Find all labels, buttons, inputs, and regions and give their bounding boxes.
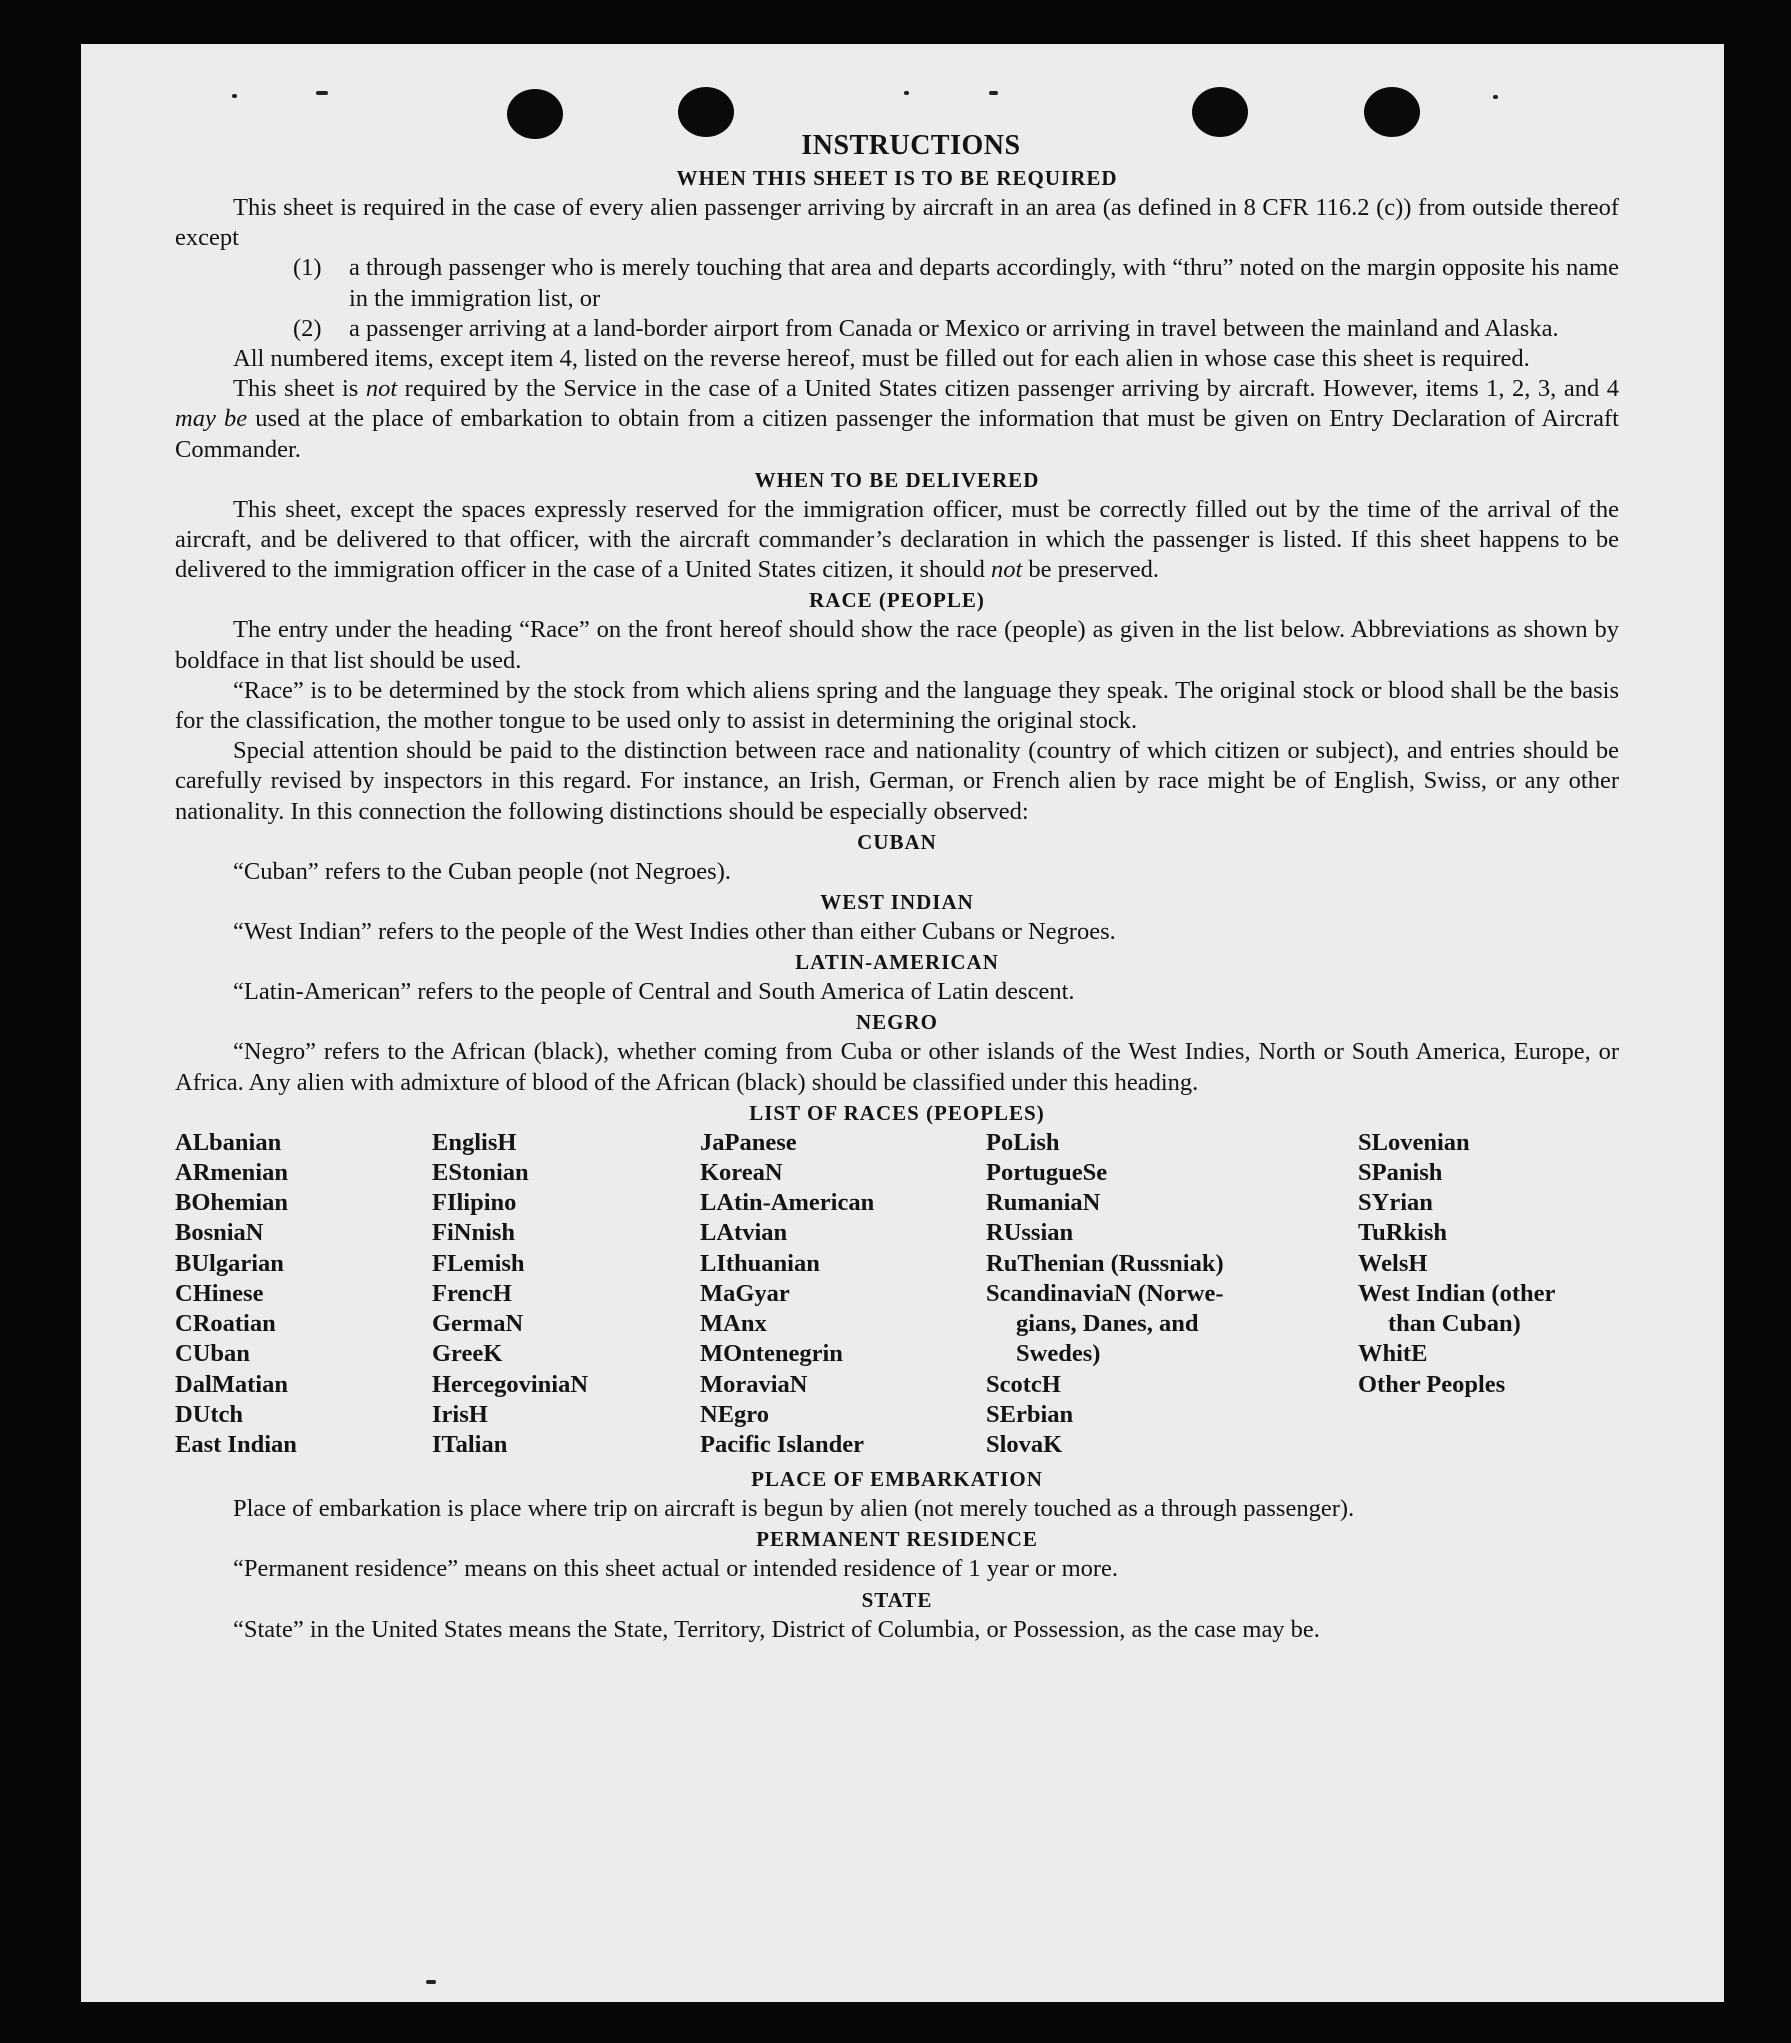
paragraph: Place of embarkation is place where trip on aircraft is begun by alien (not merely touched as a through passenger). (233, 1495, 1355, 1523)
exception-item: (1) a through passenger who is merely touching that area and departs accordingly, with “thru” noted on the margin opposite his name in the immigration list, or (293, 254, 1619, 312)
page-title: INSTRUCTIONS (801, 130, 1021, 161)
race-entry: FIlipino (432, 1189, 517, 1217)
race-column-2 (432, 1128, 700, 1460)
race-entry-continued: gians, Danes, and (1016, 1310, 1199, 1338)
race-entry: ScandinaviaN (Norwe- (986, 1279, 1224, 1307)
race-column-3 (700, 1128, 986, 1460)
speck (1493, 95, 1498, 99)
race-entry: ScotcH (986, 1370, 1061, 1398)
race-entry-continued: Swedes) (1016, 1340, 1101, 1368)
race-entry: ALbanian (175, 1128, 282, 1156)
paragraph: “Cuban” refers to the Cuban people (not Negroes). (233, 857, 731, 885)
race-entry: FiNnish (432, 1219, 516, 1247)
race-entry: DUtch (175, 1400, 244, 1428)
race-column-4 (986, 1128, 1358, 1460)
race-entry: CUban (175, 1340, 250, 1368)
race-entry: BUlgarian (175, 1249, 284, 1277)
speck (232, 94, 237, 98)
race-entry: BOhemian (175, 1189, 288, 1217)
heading-race: RACE (PEOPLE) (809, 588, 985, 613)
race-entry: SLovenian (1358, 1128, 1470, 1156)
exception-item: (2) a passenger arriving at a land-border airport from Canada or Mexico or arriving in travel between the mainland and Alaska. (293, 314, 1559, 342)
race-column-1 (175, 1128, 432, 1460)
race-entry: West Indian (other (1358, 1279, 1556, 1307)
heading-place-of-embarkation: PLACE OF EMBARKATION (751, 1467, 1043, 1492)
race-entry: LIthuanian (700, 1249, 820, 1277)
heading-state: STATE (861, 1587, 933, 1612)
race-entry: CRoatian (175, 1310, 276, 1338)
heading-west-indian: WEST INDIAN (820, 890, 974, 915)
race-entry: KoreaN (700, 1159, 783, 1187)
race-entry: IrisH (432, 1400, 488, 1428)
heading-when-delivered: WHEN TO BE DELIVERED (754, 467, 1040, 492)
race-entry: RUssian (986, 1219, 1074, 1247)
instruction-sheet (81, 44, 1724, 2002)
paragraph: “State” in the United States means the State, Territory, District of Columbia, or Possession, as the case may be. (233, 1615, 1320, 1643)
paragraph: This sheet is required in the case of every alien passenger arriving by aircraft in an area (as defined in 8 CFR 116.2 (c)) from outside thereof except (175, 194, 1619, 252)
speck (989, 91, 998, 95)
race-entry: NEgro (700, 1400, 769, 1428)
race-entry: DalMatian (175, 1370, 288, 1398)
race-entry: TuRkish (1358, 1219, 1448, 1247)
race-entry: GreeK (432, 1340, 503, 1368)
paragraph: “West Indian” refers to the people of the West Indies other than either Cubans or Negroes. (233, 918, 1116, 946)
race-entry: SlovaK (986, 1430, 1063, 1458)
race-entry: LAtvian (700, 1219, 788, 1247)
speck (426, 1980, 436, 1984)
paragraph: The entry under the heading “Race” on the front hereof should show the race (people) as given in the list below. Abbreviations as shown by boldface in that list should be used. (175, 616, 1619, 674)
race-entry: MaGyar (700, 1279, 790, 1307)
race-entry: JaPanese (700, 1128, 797, 1156)
heading-when-required: WHEN THIS SHEET IS TO BE REQUIRED (676, 166, 1118, 190)
race-entry: Pacific Islander (700, 1430, 864, 1458)
race-entry: East Indian (175, 1430, 297, 1458)
race-entry: EStonian (432, 1159, 529, 1187)
race-entry: SYrian (1358, 1189, 1433, 1217)
paragraph: “Latin-American” refers to the people of Central and South America of Latin descent. (233, 978, 1075, 1006)
race-entry: WelsH (1358, 1249, 1428, 1277)
paragraph: “Race” is to be determined by the stock from which aliens spring and the language they speak. The original stock or blood shall be the basis for the classification, the mother tongue to be used only to assist in determining the original stock. (175, 676, 1619, 735)
race-entry: SPanish (1358, 1159, 1443, 1187)
race-entry-continued: than Cuban) (1388, 1310, 1521, 1338)
heading-latin-american: LATIN-AMERICAN (795, 950, 999, 975)
race-entry: RuThenian (Russniak) (986, 1249, 1224, 1277)
race-entry: HercegoviniaN (432, 1370, 589, 1398)
instructions-body (175, 129, 1619, 1645)
heading-permanent-residence: PERMANENT RESIDENCE (756, 1527, 1038, 1552)
paragraph: “Permanent residence” means on this sheet actual or intended residence of 1 year or more. (233, 1555, 1119, 1583)
race-entry: SErbian (986, 1400, 1074, 1428)
race-entry: PoLish (986, 1128, 1060, 1156)
heading-cuban: CUBAN (857, 829, 937, 854)
race-entry: Other Peoples (1358, 1370, 1506, 1398)
race-entry: MoraviaN (700, 1370, 808, 1398)
race-entry: LAtin-American (700, 1189, 875, 1217)
race-entry: PortugueSe (986, 1159, 1108, 1187)
race-entry: CHinese (175, 1279, 264, 1307)
paragraph: This sheet, except the spaces expressly reserved for the immigration officer, must be correctly filled out by the time of the arrival of the aircraft, and be delivered to that officer, with the aircraft commander’s declaration in which the passenger is listed. If this sheet happens to be delivered to the immigration officer in the case of a United States citizen, it should not be preserved. (175, 495, 1619, 584)
speck (316, 91, 328, 95)
paragraph: “Negro” refers to the African (black), whether coming from Cuba or other islands of the West Indies, North or South America, Europe, or Africa. Any alien with admixture of blood of the African (black) should be classified under this heading. (175, 1038, 1619, 1096)
race-entry: ITalian (432, 1430, 508, 1458)
heading-negro: NEGRO (855, 1010, 938, 1035)
race-entry: BosniaN (175, 1219, 264, 1247)
paragraph: This sheet is not required by the Service in the case of a United States citizen passenger arriving by aircraft. However, items 1, 2, 3, and 4 may be used at the place of embarkation to obtain from a citizen passenger the information that must be given on Entry Declaration of Aircraft Commander. (175, 375, 1619, 463)
race-list (175, 1128, 1619, 1460)
race-entry: WhitE (1358, 1340, 1428, 1368)
heading-list-of-races: LIST OF RACES (PEOPLES) (749, 1100, 1045, 1125)
race-entry: GermaN (432, 1310, 524, 1338)
paragraph: All numbered items, except item 4, listed on the reverse hereof, must be filled out for each alien in whose case this sheet is required. (233, 345, 1530, 373)
race-entry: ARmenian (175, 1159, 288, 1187)
race-entry: FLemish (432, 1249, 525, 1277)
race-entry: MOntenegrin (700, 1340, 843, 1368)
race-entry: EnglisH (432, 1128, 517, 1156)
race-column-5 (1358, 1128, 1619, 1460)
race-entry: RumaniaN (986, 1189, 1101, 1217)
race-entry: MAnx (700, 1310, 767, 1338)
paragraph: Special attention should be paid to the distinction between race and nationality (country of which citizen or subject), and entries should be carefully revised by inspectors in this regard. For instance, an Irish, German, or French alien by race might be of English, Swiss, or any other nationality. In this connection the following distinctions should be especially observed: (175, 737, 1619, 825)
speck (904, 91, 909, 95)
race-entry: FrencH (432, 1279, 512, 1307)
